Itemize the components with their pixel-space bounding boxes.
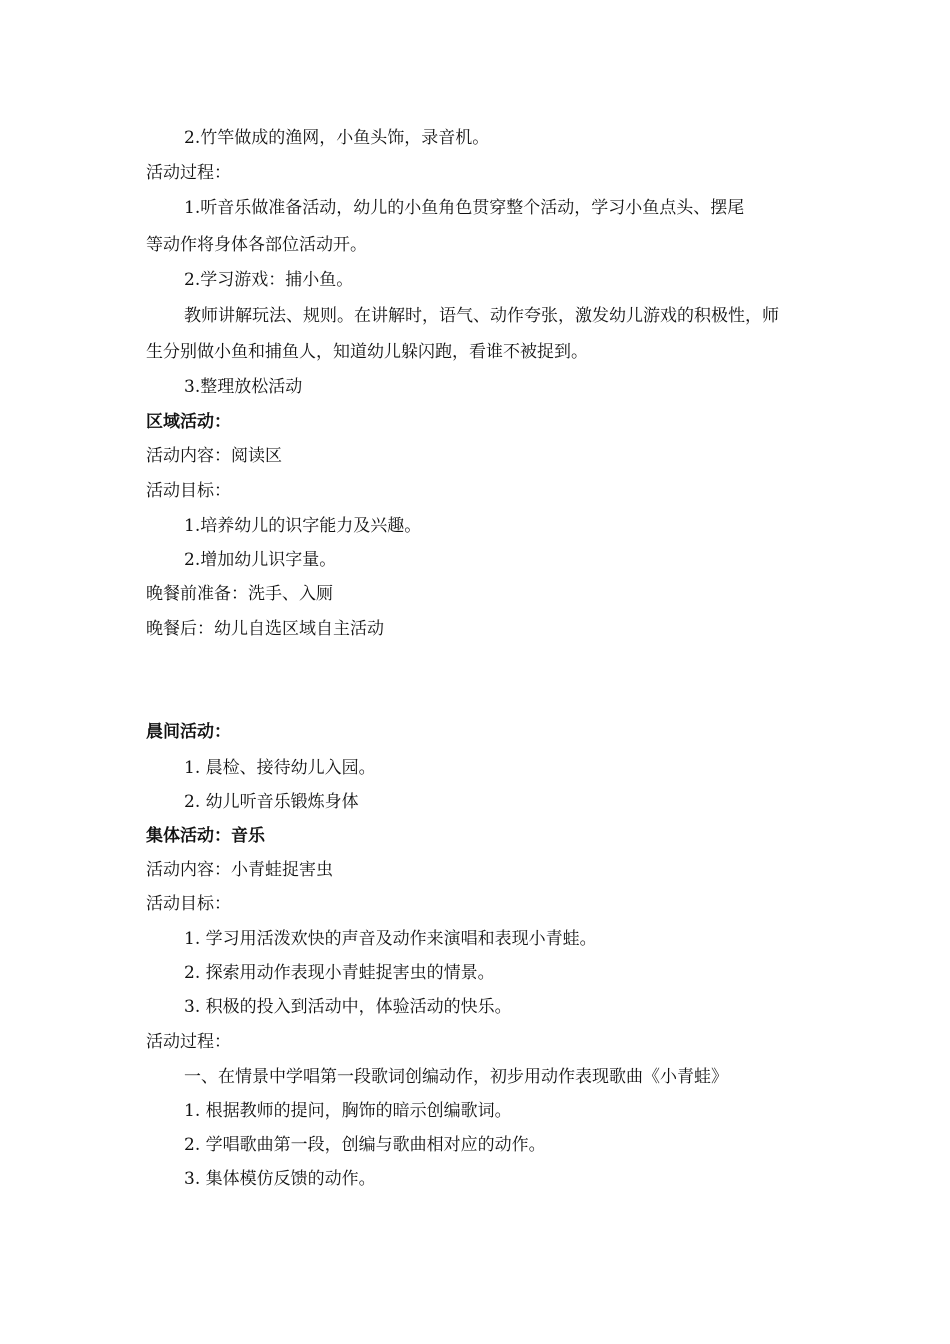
group-process-step-3: 3. 集体模仿反馈的动作。	[184, 1169, 376, 1189]
material-item-2: 2.竹竿做成的渔网，小鱼头饰，录音机。	[184, 128, 490, 148]
group-process-heading: 活动过程：	[146, 1032, 231, 1052]
group-goal-2: 2. 探索用动作表现小青蛙捉害虫的情景。	[184, 963, 495, 983]
pre-dinner-prep: 晚餐前准备：洗手、入厕	[146, 584, 333, 604]
area-activity-heading: 区域活动：	[146, 412, 231, 432]
process-explain-line1: 教师讲解玩法、规则。在讲解时，语气、动作夸张，激发幼儿游戏的积极性，师	[184, 306, 779, 326]
after-dinner: 晚餐后：幼儿自选区域自主活动	[146, 619, 384, 639]
process-heading: 活动过程：	[146, 163, 231, 183]
area-content: 活动内容：阅读区	[146, 446, 282, 466]
process-step-1-line2: 等动作将身体各部位活动开。	[146, 235, 367, 255]
group-process-step-2: 2. 学唱歌曲第一段，创编与歌曲相对应的动作。	[184, 1135, 546, 1155]
process-step-2: 2.学习游戏：捕小鱼。	[184, 270, 354, 290]
group-process-part-1: 一、在情景中学唱第一段歌词创编动作，初步用动作表现歌曲《小青蛙》	[184, 1067, 728, 1087]
group-content: 活动内容：小青蛙捉害虫	[146, 860, 333, 880]
process-explain-line2: 生分别做小鱼和捕鱼人，知道幼儿躲闪跑，看谁不被捉到。	[146, 342, 588, 362]
morning-item-2: 2. 幼儿听音乐锻炼身体	[184, 792, 359, 812]
process-step-3: 3.整理放松活动	[184, 377, 303, 397]
area-goal-2: 2.增加幼儿识字量。	[184, 550, 337, 570]
group-goal-heading: 活动目标：	[146, 894, 231, 914]
morning-item-1: 1. 晨检、接待幼儿入园。	[184, 758, 376, 778]
group-process-step-1: 1. 根据教师的提问，胸饰的暗示创编歌词。	[184, 1101, 512, 1121]
morning-activity-heading: 晨间活动：	[146, 722, 231, 742]
area-goal-heading: 活动目标：	[146, 481, 231, 501]
group-activity-heading: 集体活动：音乐	[146, 826, 265, 846]
process-step-1-line1: 1.听音乐做准备活动，幼儿的小鱼角色贯穿整个活动，学习小鱼点头、摆尾	[184, 198, 745, 218]
group-goal-3: 3. 积极的投入到活动中，体验活动的快乐。	[184, 997, 512, 1017]
group-goal-1: 1. 学习用活泼欢快的声音及动作来演唱和表现小青蛙。	[184, 929, 597, 949]
area-goal-1: 1.培养幼儿的识字能力及兴趣。	[184, 516, 422, 536]
